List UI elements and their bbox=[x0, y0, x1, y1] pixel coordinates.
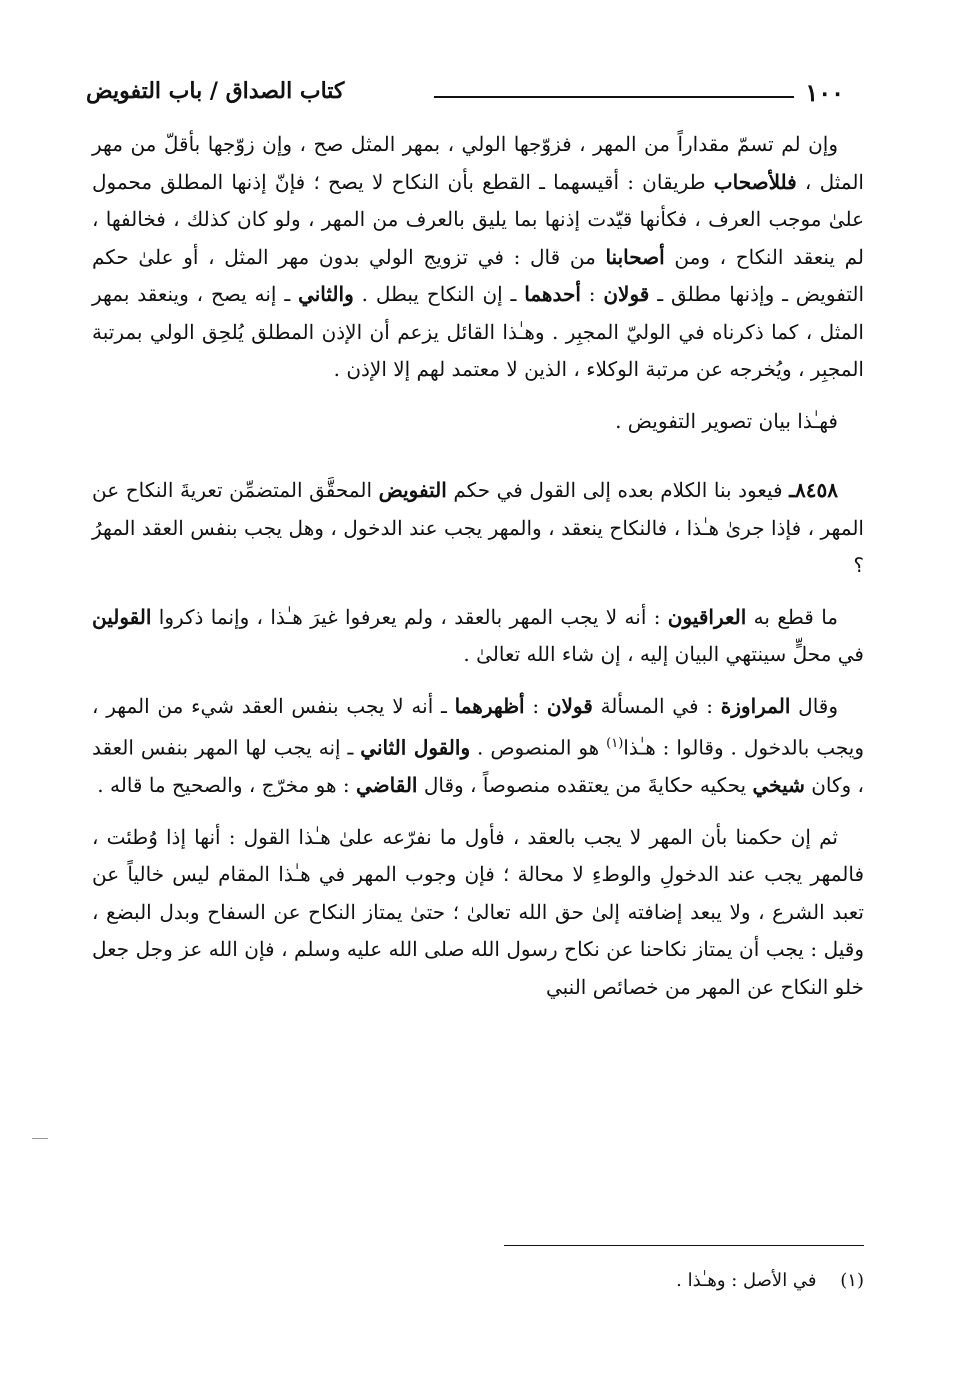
text-run: : أنه لا يجب المهر بالعقد ، ولم يعرفوا غيرَ هـٰذا ، وإنما ذكروا bbox=[151, 604, 668, 629]
text-run: : هو مخرّج ، والصحيح ما قاله . bbox=[97, 773, 356, 798]
bold-term: قولان bbox=[603, 282, 650, 306]
text-run: المحقَّق المتضمِّن تعريةَ النكاح عن المهر ، فإذا جرىٰ هـٰذا ، فالنكاح ينعقد ، والمهر يجب عند الدخول ، وهل يجب بنفس العقد المهرُ ؟ bbox=[92, 478, 864, 577]
header-rule bbox=[434, 96, 794, 98]
bold-term: ٨٤٥٨ـ bbox=[789, 478, 838, 502]
text-run: ثم إن حكمنا بأن المهر لا يجب بالعقد ، فأول ما نفرّعه علىٰ هـٰذا القول : أنها إذا وُطئت ، فالمهر يجب عند الدخولِ والوطءِ لا محالة ؛ فإن وجوب المهر في هـٰذا المقام ليس خالياً عن تعبد الشرع ، ولا يبعد إضافته إلىٰ حق الله تعالىٰ ؛ حتىٰ يمتاز النكاح عن السفاح وبدل البضع ، وقيل : يجب أن يمتاز نكاحنا عن نكاح رسول الله صلى الله عليه وسلم ، فإن الله عز وجل جعل خلو النكاح عن المهر من خصائص النبي bbox=[92, 824, 864, 999]
page-header bbox=[80, 78, 862, 118]
text-run: ـ إن النكاح يبطل . bbox=[353, 282, 525, 306]
bold-term: القاضي bbox=[355, 773, 418, 798]
paragraph bbox=[92, 819, 864, 1007]
paragraph bbox=[92, 599, 864, 674]
text-run: فيعود بنا الكلام بعده إلى القول في حكم bbox=[446, 478, 790, 502]
text-run: من قال : في تزويج الولي بدون مهر المثل ، أو علىٰ حكم التفويض ـ وإذنها مطلق ـ bbox=[92, 244, 865, 306]
paragraph bbox=[92, 688, 864, 805]
text-run: في محلٍّ سينتهي البيان إليه ، إن شاء الله تعالىٰ . bbox=[463, 642, 864, 666]
text-run: ـ إنه يصح ، وينعقد بمهر المثل ، كما ذكرناه في الوليّ المجبِر . وهـٰذا القائل يزعم أن الإذن المطلق يُلحِق الولي بمرتبة المجبِر ، ويُخرجه عن مرتبة الوكلاء ، الذين لا معتمد لهم إلا الإذن . bbox=[92, 282, 864, 381]
text-run: وإن لم تسمّ مقداراً من المهر ، فزوّجها الولي ، بمهر المثل صح ، وإن زوّجها بأقلّ من مهر المثل ، bbox=[92, 132, 864, 194]
text-run: ـ إنه يجب لها المهر بنفس العقد ، وكان bbox=[92, 735, 864, 798]
bold-term: قولان bbox=[546, 693, 593, 718]
bold-term: والثاني bbox=[298, 282, 354, 306]
page-number: ١٠٠ bbox=[805, 78, 844, 107]
footnote-ref: (١) bbox=[606, 736, 624, 751]
footnote-text: في الأصل : وهـٰذا . bbox=[676, 1270, 817, 1291]
footnote-number: (١) bbox=[840, 1270, 864, 1291]
bold-term: القولين bbox=[92, 604, 152, 629]
text-run: ما قطع به bbox=[746, 604, 838, 629]
bold-term: والقول الثاني bbox=[360, 735, 471, 760]
footnote bbox=[676, 1270, 864, 1291]
text-run: : في المسألة bbox=[592, 693, 721, 718]
running-title: كتاب الصداق / باب التفويض bbox=[86, 78, 345, 104]
main-text bbox=[92, 126, 864, 1006]
text-run: : bbox=[524, 693, 547, 718]
bold-term: أصحابنا bbox=[605, 244, 665, 269]
text-run: وقال bbox=[790, 693, 839, 718]
text-run: هو المنصوص . bbox=[470, 735, 607, 760]
text-run: : bbox=[580, 282, 604, 306]
text-run: يحكيه حكايةَ من يعتقده منصوصاً ، وقال bbox=[417, 773, 753, 798]
bold-term: أحدهما bbox=[524, 282, 581, 306]
bold-term: فللأصحاب bbox=[713, 169, 797, 194]
bold-term: المراوزة bbox=[720, 693, 791, 718]
paragraph bbox=[92, 403, 864, 441]
bold-term: شيخي bbox=[752, 773, 805, 798]
text-run: ـ أنه لا يجب بنفس العقد شيء من المهر ، ويجب بالدخول . وقالوا : هـٰذا bbox=[92, 693, 865, 760]
margin-mark bbox=[32, 1138, 48, 1139]
bold-term: العراقيون bbox=[667, 604, 747, 629]
text-run: فهـٰذا بيان تصوير التفويض . bbox=[615, 408, 838, 433]
footnote-rule bbox=[504, 1245, 864, 1246]
text-run: طريقان : أقيسهما ـ القطع بأن النكاح لا يصح ؛ فإنّ إذنها المطلق محمول علىٰ موجب العرف ، فكأنها قيّدت إذنها بما يليق بالعرف من المهر ، ولو كان كذلك ، فخالفها ، لم ينعقد النكاح ، ومن bbox=[92, 169, 865, 269]
paragraph bbox=[92, 126, 864, 389]
bold-term: التفويض bbox=[378, 478, 447, 502]
bold-term: أظهرهما bbox=[454, 693, 525, 718]
paragraph bbox=[92, 472, 864, 585]
